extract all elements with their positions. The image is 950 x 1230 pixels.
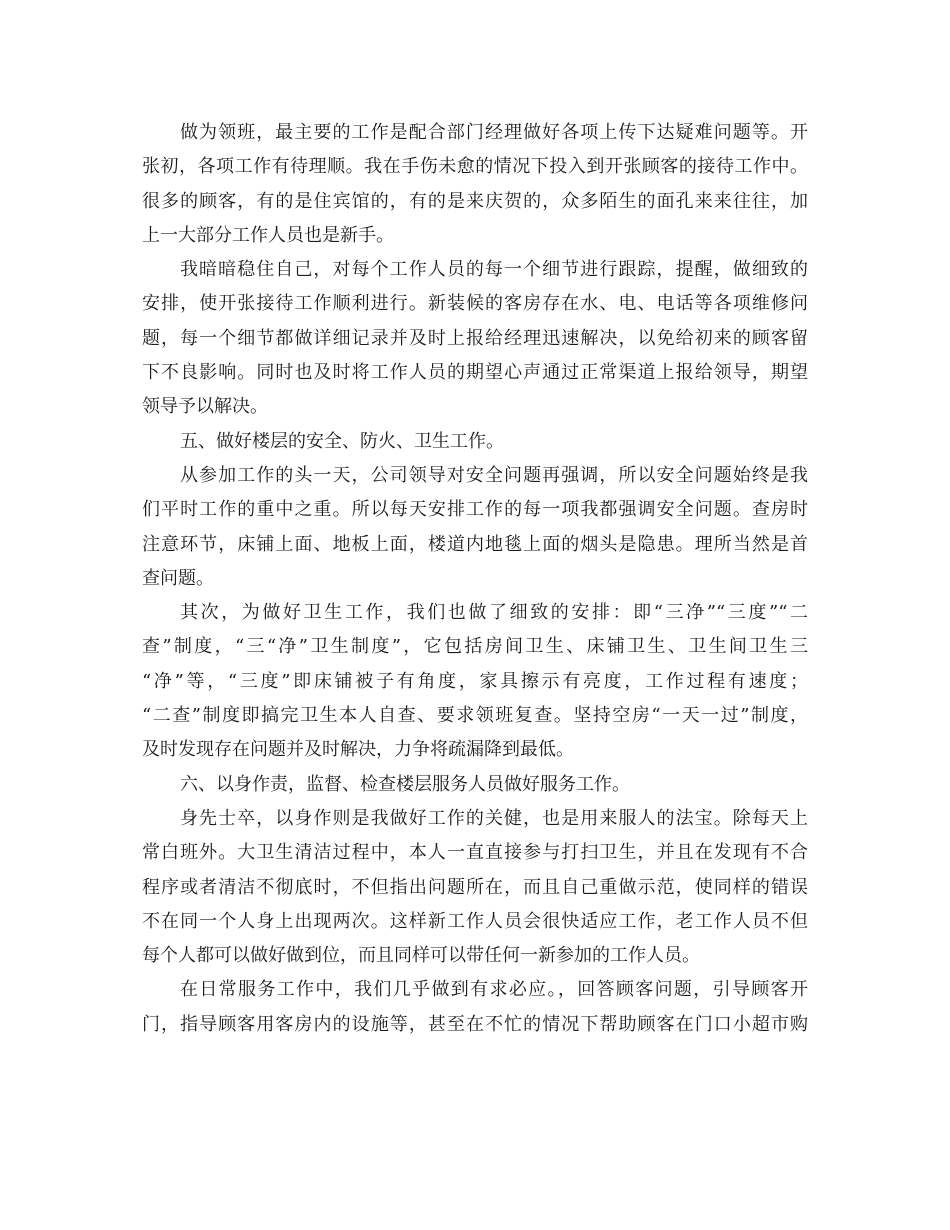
text-line: 安排，使开张接待工作顺利进行。新装候的客房存在水、电、电话等各项维修问 xyxy=(142,293,808,315)
text-line: 常白班外。大卫生清洁过程中，本人一直直接参与打扫卫生，并且在发现有不合 xyxy=(142,842,808,864)
text-line: 从参加工作的头一天，公司领导对安全问题再强调，所以安全问题始终是我 xyxy=(180,464,808,486)
paragraph xyxy=(142,459,808,596)
paragraph xyxy=(142,253,808,424)
text-line: 领导予以解决。 xyxy=(142,396,268,418)
paragraph xyxy=(142,973,808,1042)
text-line: 们平时工作的重中之重。所以每天安排工作的每一项我都强调安全问题。查房时 xyxy=(142,499,808,521)
text-line: 在日常服务工作中，我们几乎做到有求必应。，回答顾客问题，引导顾客开 xyxy=(180,979,808,1001)
text-line: 查”制度，“三“净”卫生制度”，它包括房间卫生、床铺卫生、卫生间卫生三 xyxy=(142,636,808,658)
text-line: 张初，各项工作有待理顺。我在手伤未愈的情况下投入到开张顾客的接待工作中。 xyxy=(142,156,808,178)
text-line: 六、以身作责，监督、检查楼层服务人员做好服务工作。 xyxy=(180,773,630,795)
text-line: 门，指导顾客用客房内的设施等，甚至在不忙的情况下帮助顾客在门口小超市购 xyxy=(142,1013,808,1035)
paragraph xyxy=(142,802,808,973)
text-line: 不在同一个人身上出现两次。这样新工作人员会很快适应工作，老工作人员不但 xyxy=(142,910,808,932)
text-line: “净”等，“三度”即床铺被子有角度，家具擦示有亮度，工作过程有速度； xyxy=(142,670,808,692)
text-line: 做为领班，最主要的工作是配合部门经理做好各项上传下达疑难问题等。开 xyxy=(180,122,808,143)
text-line: 很多的顾客，有的是住宾馆的，有的是来庆贺的，众多陌生的面孔来来往往，加 xyxy=(142,190,808,212)
text-line: 我暗暗稳住自己，对每个工作人员的每一个细节进行跟踪，提醒，做细致的 xyxy=(180,259,808,281)
paragraph xyxy=(142,116,808,253)
text-line: 查问题。 xyxy=(142,567,214,589)
section-heading xyxy=(142,425,808,459)
text-line: 每个人都可以做好做到位，而且同样可以带任何一新参加的工作人员。 xyxy=(142,945,700,967)
text-line: 注意环节，床铺上面、地板上面，楼道内地毯上面的烟头是隐患。理所当然是首 xyxy=(142,533,808,555)
text-line: 身先士卒，以身作则是我做好工作的关健，也是用来服人的法宝。除每天上 xyxy=(180,807,808,829)
text-line: 下不良影响。同时也及时将工作人员的期望心声通过正常渠道上报给领导，期望 xyxy=(142,362,808,384)
text-line: 上一大部分工作人员也是新手。 xyxy=(142,224,394,246)
text-line: 五、做好楼层的安全、防火、卫生工作。 xyxy=(180,430,504,452)
text-line: 及时发现存在问题并及时解决，力争将疏漏降到最低。 xyxy=(142,739,574,761)
text-line: 题，每一个细节都做详细记录并及时上报给经理迅速解决，以免给初来的顾客留 xyxy=(142,327,808,349)
section-heading xyxy=(142,768,808,802)
paragraph xyxy=(142,596,808,767)
text-line: “二查”制度即搞完卫生本人自查、要求领班复查。坚持空房“一天一过”制度， xyxy=(142,705,808,727)
text-line: 其次，为做好卫生工作，我们也做了细致的安排：即“三净”“三度”“二 xyxy=(180,602,808,624)
document-page xyxy=(142,116,808,1042)
text-line: 程序或者清洁不彻底时，不但指出问题所在，而且自己重做示范，使同样的错误 xyxy=(142,876,808,898)
